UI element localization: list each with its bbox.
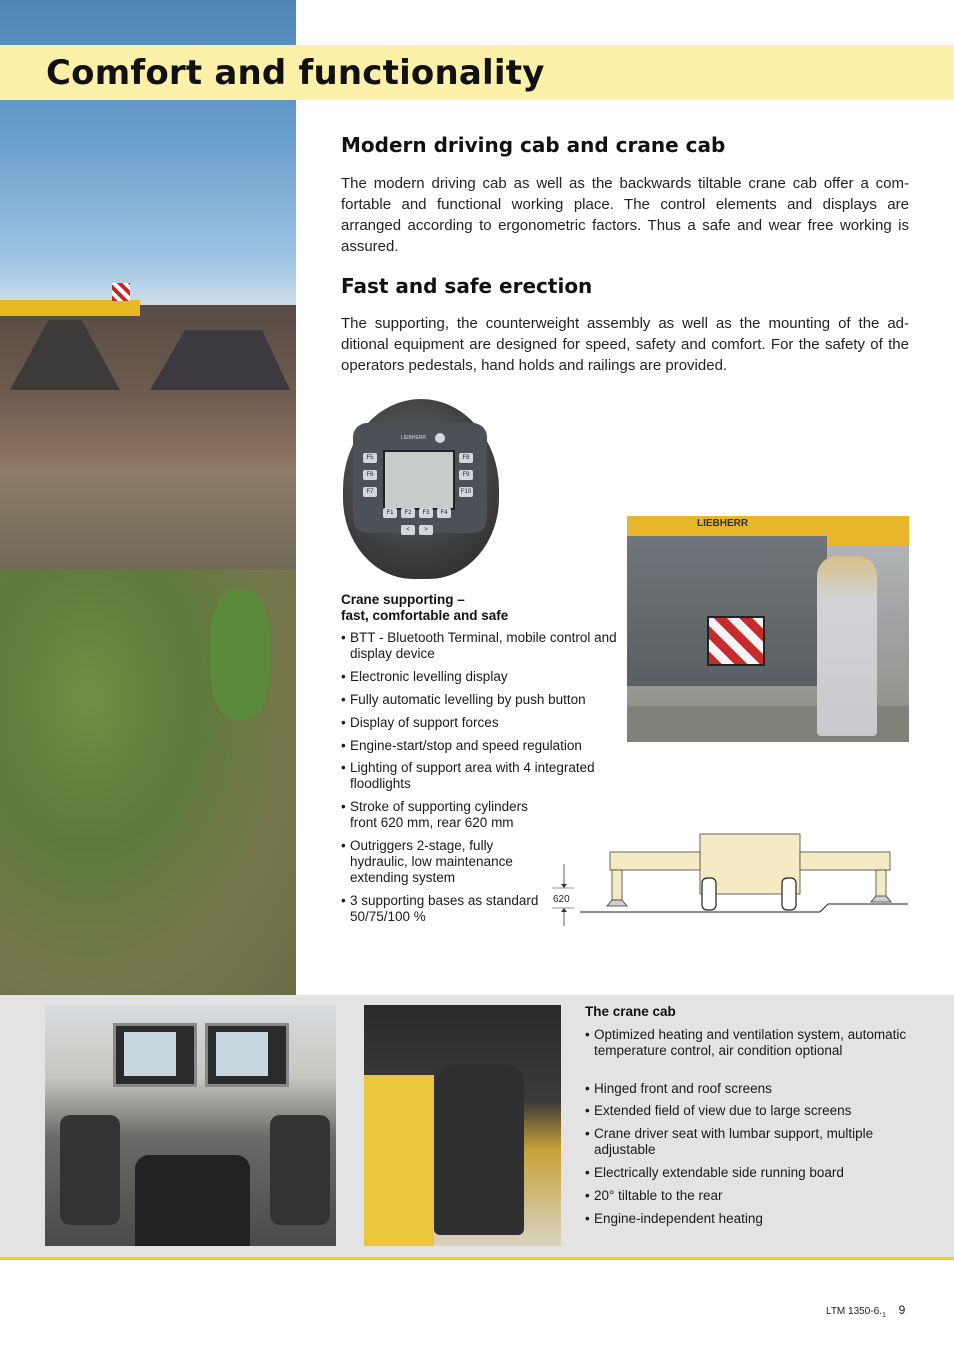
worker-crane-photo (627, 516, 909, 742)
outrigger-diagram (550, 830, 910, 930)
btt-brand: LIEBHERR (401, 435, 427, 441)
section-text-erection: The supporting, the counterweight assembly as well as the mounting of the ad-ditional equipment are designed for speed, safety and comfort. For the safety of the operators pedestals, hand holds and railings are provided. (341, 315, 909, 374)
cab-monitor-left (113, 1023, 197, 1087)
btt-key-f1: F1 (383, 508, 397, 518)
list-item: • Hinged front and roof screens (585, 1081, 915, 1097)
supporting-title-line1: Crane supporting – (341, 592, 465, 607)
list-item: • Electronic levelling display (341, 669, 625, 685)
btt-arrow-right: > (419, 525, 433, 535)
btt-key-f10: F10 (460, 489, 472, 495)
page-number: 9 (898, 1303, 906, 1317)
cab-seat (135, 1155, 250, 1246)
list-item: • Optimized heating and ventilation system, automatic temperature control, air condition optional (585, 1027, 915, 1059)
page-footer (826, 1303, 905, 1319)
crane-cab-title: The crane cab (585, 1004, 676, 1019)
section-heading-erection: Fast and safe erection (341, 274, 593, 298)
list-item: • Engine-start/stop and speed regulation (341, 738, 625, 754)
ground-step (820, 904, 908, 912)
section-text-cab: The modern driving cab as well as the backwards tiltable crane cab offer a com-fortable and functional working place. The control elements and displays are arranged according to ergonometric factors. Thus a safe and wear free working is assured. (341, 175, 909, 255)
btt-key-f4: F4 (437, 508, 451, 518)
model-code: LTM 1350-6. (826, 1306, 882, 1317)
list-item: • Crane driver seat with lumbar support, multiple adjustable (585, 1126, 915, 1158)
title-bar (0, 45, 954, 100)
worker-photo-brand: LIEBHERR (697, 518, 749, 529)
dimension-label: 620 (553, 894, 570, 905)
btt-terminal-image (339, 395, 509, 585)
crane-warning-pattern (112, 283, 130, 301)
support-pad-left (607, 900, 627, 906)
support-cylinder-right (876, 870, 886, 898)
cab-control-armrest-left (60, 1115, 120, 1225)
yellow-divider (0, 1257, 954, 1260)
cab-yellow-panel (364, 1075, 434, 1246)
btt-arrow-left: < (401, 525, 415, 535)
btt-key-f5: F5 (363, 453, 377, 463)
btt-display-screen (383, 450, 455, 510)
list-item: • Outriggers 2-stage, fully hydraulic, low maintenance extending system (341, 838, 541, 886)
model-code-sub: 1 (881, 1312, 886, 1319)
outrigger-beam-right (800, 852, 890, 870)
dimension-arrow (561, 884, 567, 888)
list-item: • Stroke of supporting cylinders front 620 mm, rear 620 mm (341, 799, 556, 831)
btt-key-f9: F9 (459, 470, 473, 480)
list-item: • Lighting of support area with 4 integrated floodlights (341, 760, 625, 792)
tree (210, 590, 270, 720)
btt-key-f3: F3 (419, 508, 433, 518)
support-cylinder-left (612, 870, 622, 900)
driver-seat (434, 1065, 524, 1235)
list-item: • Fully automatic levelling by push button (341, 692, 625, 708)
list-item: • Display of support forces (341, 715, 625, 731)
worker-figure (817, 556, 877, 736)
crane-driver-seat-photo (364, 1005, 561, 1246)
castle-photo (0, 0, 296, 995)
btt-key-f2: F2 (401, 508, 415, 518)
btt-key-f7: F7 (363, 487, 377, 497)
list-item: • 3 supporting bases as standard 50/75/100 % (341, 893, 541, 925)
support-pad-right (871, 896, 891, 902)
cab-control-armrest-right (270, 1115, 330, 1225)
btt-key-f8: F8 (459, 453, 473, 463)
section-heading-cab: Modern driving cab and crane cab (341, 133, 726, 157)
power-icon (435, 433, 445, 443)
wheel-right (782, 878, 796, 910)
crane-cab-interior-photo (45, 1005, 336, 1246)
list-item: • BTT - Bluetooth Terminal, mobile control and display device (341, 630, 625, 662)
dimension-arrow (561, 908, 567, 912)
yellow-crane-jib (0, 300, 140, 316)
supporting-title (341, 592, 508, 624)
wheel-left (702, 878, 716, 910)
cab-monitor-right (205, 1023, 289, 1087)
list-item: • Extended field of view due to large screens (585, 1103, 915, 1119)
supporting-title-line2: fast, comfortable and safe (341, 608, 509, 623)
list-item: • Electrically extendable side running board (585, 1165, 915, 1181)
page-title: Comfort and functionality (46, 53, 545, 93)
warning-sign (707, 616, 765, 666)
list-item: • Engine-independent heating (585, 1211, 915, 1227)
list-item: • 20° tiltable to the rear (585, 1188, 915, 1204)
outrigger-beam-left (610, 852, 700, 870)
btt-key-f6: F6 (363, 470, 377, 480)
